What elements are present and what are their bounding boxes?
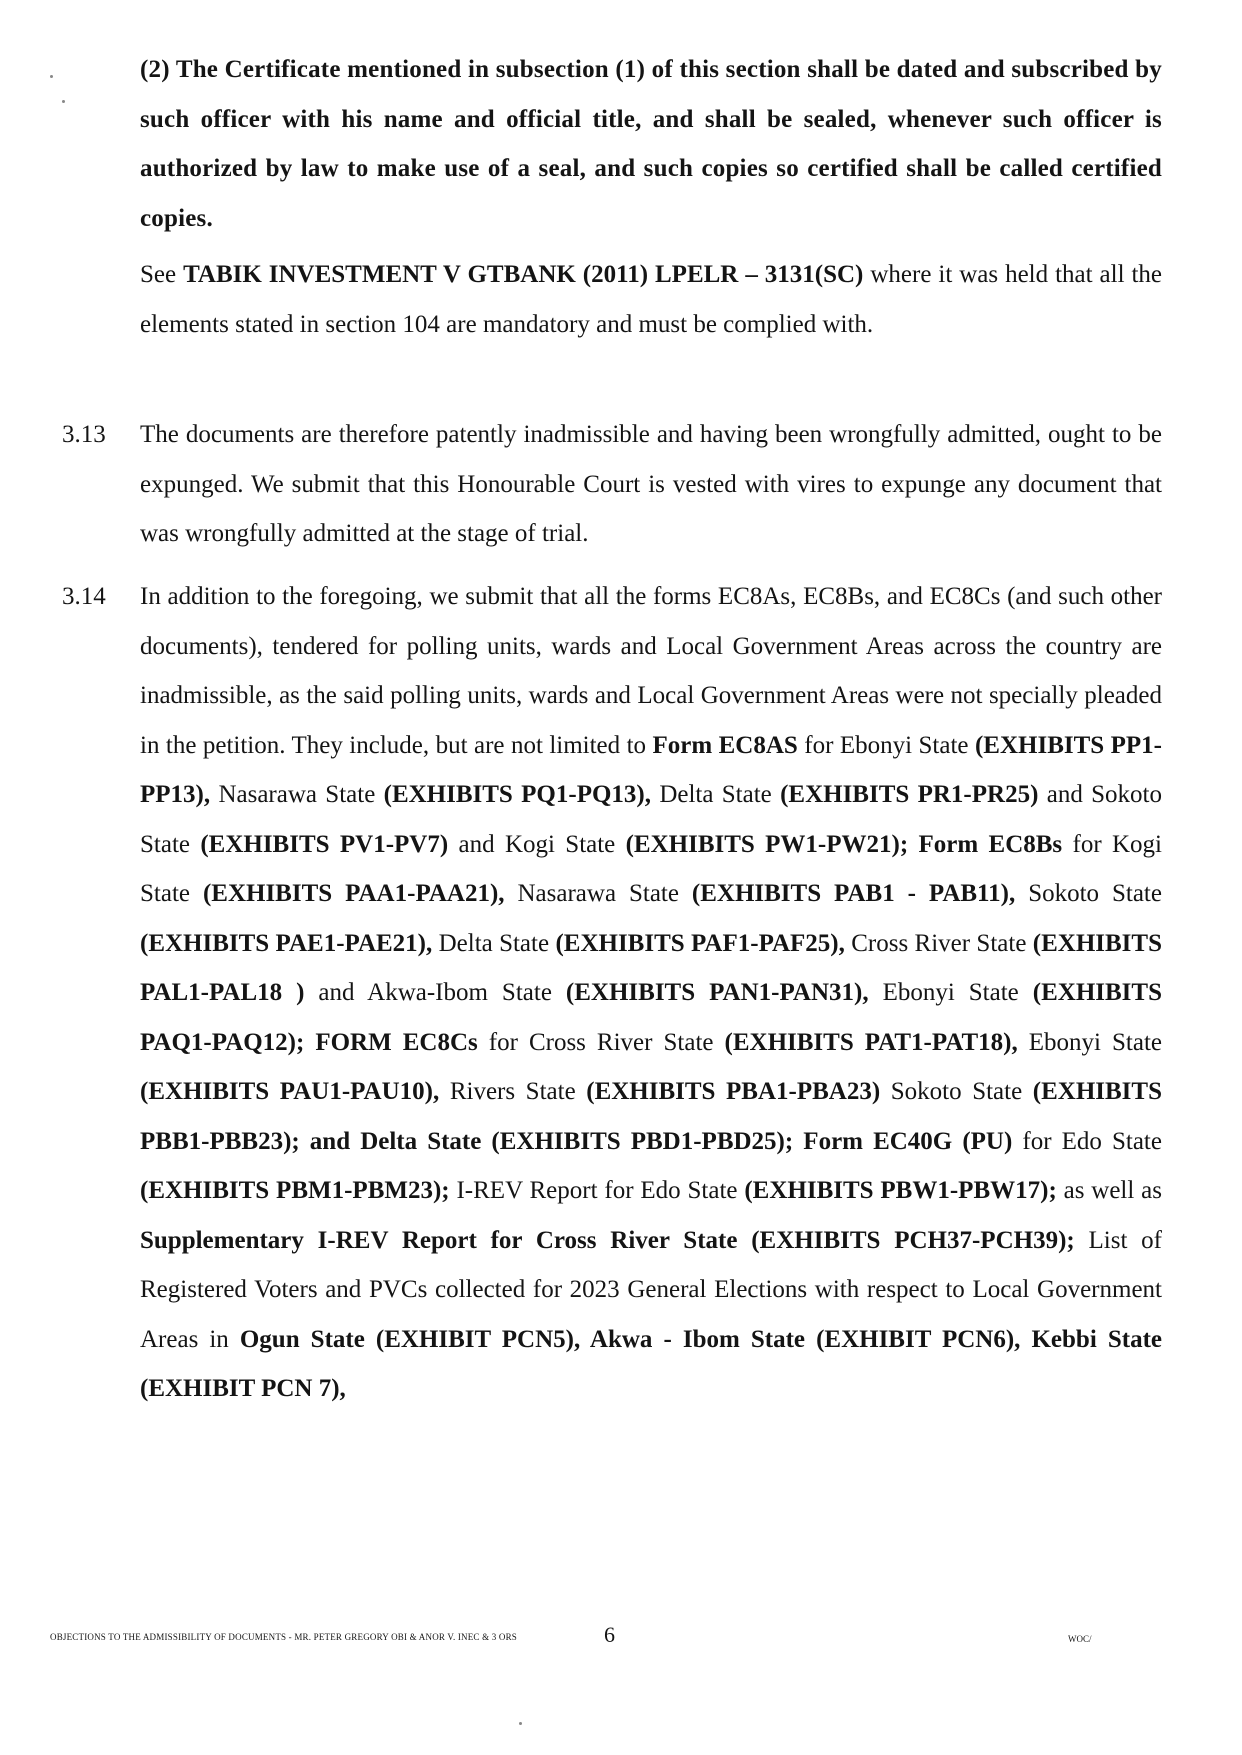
exhibit-reference: (EXHIBITS PW1-PW21); Form EC8Bs [625,830,1063,858]
page-number: 6 [604,1622,615,1647]
scan-mark [62,100,65,103]
body-text: Rivers State [439,1078,587,1105]
body-text: Sokoto State [880,1078,1033,1105]
exhibit-reference: Supplementary I-REV Report for Cross River State (EXHIBITS PCH37-PCH39); [140,1226,1075,1254]
exhibit-reference: (EXHIBITS PQ1-PQ13), [383,781,651,808]
exhibit-reference: (EXHIBITS PAE1-PAE21), [140,929,433,957]
body-text: and Akwa-Ibom State [304,979,566,1006]
see-prefix: See [140,261,177,288]
body-text: Delta State [651,781,781,808]
exhibit-reference: (EXHIBITS PBA1-PBA23) [586,1078,881,1105]
body-text: and Sokoto State [140,781,1163,858]
exhibit-reference: (EXHIBITS PAB1 - PAB11), [691,880,1016,907]
body-text: I-REV Report for Edo State [449,1177,745,1204]
body-text: List of Registered Voters and PVCs collected for 2023 General Elections with respect to Local Government Areas in [140,1226,1163,1353]
body-text: as well as [1056,1177,1162,1204]
scan-mark [50,75,53,78]
exhibit-reference: (EXHIBITS PBW1-PBW17); [744,1177,1057,1204]
exhibit-reference: (EXHIBITS PAA1-PAA21), [202,880,505,907]
exhibit-reference: (EXHIBITS PR1-PR25) [780,781,1039,808]
body-text: Cross River State [844,929,1033,957]
body-text: Delta State [432,929,556,957]
body-text: Nasarawa State [210,781,384,808]
body-text: for Edo State [1012,1127,1162,1155]
body-text: Nasarawa State [504,880,692,907]
scan-mark [519,1722,522,1725]
see-case-paragraph [140,250,1162,349]
footer-code: WOC/ [1068,1634,1092,1644]
paragraph-3-13: The documents are therefore patently inadmissible and having been wrongfully admitted, ought to be expunged. We submit that this Honourable Court is vested with vires to expunge any document that was wrongfully admitted at the stage of trial. [140,421,1162,547]
exhibit-reference: (EXHIBITS PV1-PV7) [200,830,449,858]
body-text: In addition to the foregoing, we submit that all the forms EC8As, EC8Bs, and EC8Cs (and such other documents), tendered for polling units, wards and Local Government Areas across the country are inadmissible, as the said polling units, wards and Local Government Areas were not specially pleaded in the petition. They include, but are not limited to [140,583,1162,759]
footer-title: OBJECTIONS TO THE ADMISSIBILITY OF DOCUMENTS - MR. PETER GREGORY OBI & ANOR V. INEC & 3 ORS [50,1632,517,1642]
case-citation: TABIK INVESTMENT V GTBANK (2011) LPELR – 3131(SC) [183,261,864,288]
exhibit-reference: (EXHIBITS PAF1-PAF25), [555,929,845,957]
exhibit-reference: (EXHIBITS PBM1-PBM23); [140,1177,450,1204]
exhibit-reference: (EXHIBITS PAQ1-PAQ12); FORM EC8Cs [140,979,1162,1056]
exhibit-reference: (EXHIBITS PAN1-PAN31), [565,979,869,1006]
body-text: Ebonyi State [1017,1028,1162,1056]
exhibit-reference: (EXHIBITS PAU1-PAU10), [140,1078,440,1105]
paragraph-number-3-13: 3.13 [62,421,106,448]
exhibit-reference: Form EC8AS [652,731,798,759]
page-footer [50,1622,1190,1652]
exhibit-reference: (EXHIBITS PAL1-PAL18 ) [140,929,1162,1006]
body-text: for Ebonyi State [797,731,975,759]
paragraph-3-14 [140,572,1162,1414]
exhibit-reference: (EXHIBITS PBB1-PBB23); and Delta State (EXHIBITS PBD1-PBD25); Form EC40G (PU) [140,1078,1162,1155]
body-text: for Kogi State [140,830,1162,907]
exhibit-reference: (EXHIBITS PAT1-PAT18), [724,1028,1018,1056]
body-text: Ebonyi State [868,979,1033,1006]
body-text: for Cross River State [477,1028,725,1056]
paragraph-number-3-14: 3.14 [62,583,106,610]
body-text: and Kogi State [448,830,626,858]
exhibit-reference: Ogun State (EXHIBIT PCN5), Akwa - Ibom State (EXHIBIT PCN6), Kebbi State (EXHIBIT PCN 7), [140,1325,1162,1402]
exhibit-reference: (EXHIBITS PP1-PP13), [140,731,1162,808]
see-suffix: where it was held that all the elements stated in section 104 are mandatory and must be complied with. [140,261,1163,338]
subsection-2-text: (2) The Certificate mentioned in subsection (1) of this section shall be dated and subscribed by such officer with his name and official title, and shall be sealed, whenever such officer is authorized by law to make use of a seal, and such copies so certified shall be called certified copies. [140,56,1162,232]
body-text: Sokoto State [1015,880,1162,907]
